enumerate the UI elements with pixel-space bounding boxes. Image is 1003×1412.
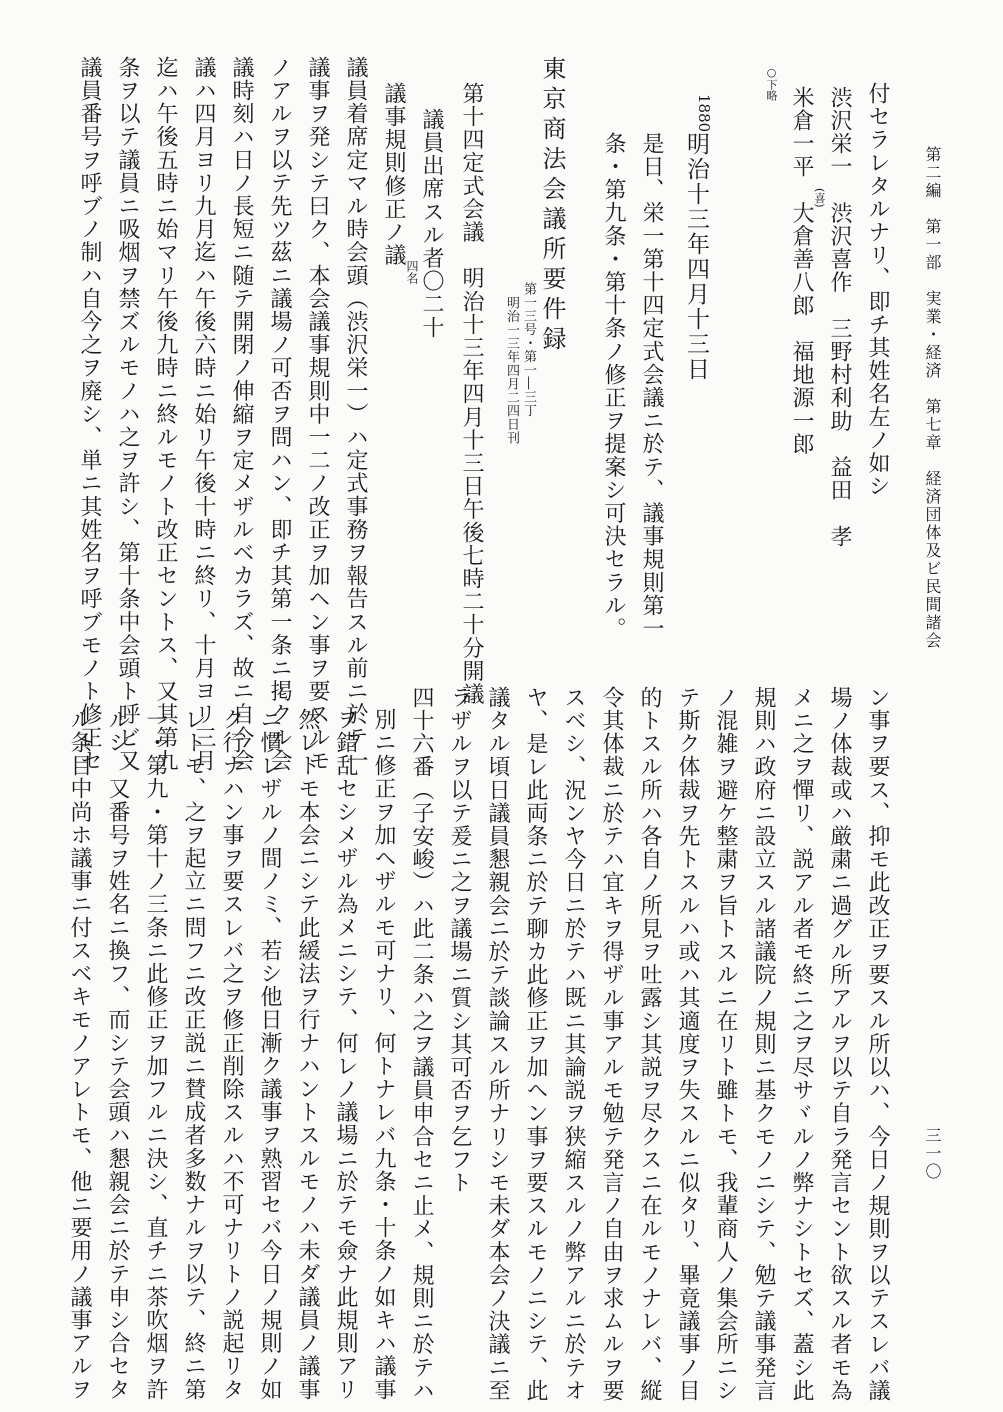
body-line: 議事ヲ発シテ曰ク、本会議事規則中一二ノ改正ヲ加ヘン事ヲ要スルモ <box>305 56 330 773</box>
body-line: テ斯ク体裁ヲ先トスルハ或ハ其適度ヲ失スルニ似タリ、畢竟議事ノ目 <box>675 686 700 1403</box>
page-number: 三一〇 <box>923 1127 942 1181</box>
attendance-sub: 四名 <box>405 260 419 284</box>
body-line: レトモ、之ヲ起立ニ問フニ改正説ニ賛成者多数ナルヲ以テ、終ニ第 <box>181 708 206 1401</box>
body-line: 別ニ修正ヲ加ヘザルモ可ナリ、何トナレバ九条・十条ノ如キハ議事 <box>371 708 396 1401</box>
summary-line-1: 是日、栄一第十四定式会議ニ於テ、議事規則第一 <box>639 132 664 641</box>
names-line-1: 渋沢栄一 渋沢喜作 三野村利助 益田 孝 <box>827 86 852 548</box>
body-line: ノアルヲ以テ先ツ茲ニ議場ノ可否ヲ問ハン、即チ其第一条ニ掲クル会 <box>267 56 292 773</box>
source-note-1: 第一三号・第一―三丁 <box>521 282 536 417</box>
running-head: 第二編 第一部 実業・経済 第七章 経済団体及ビ民間諸会 <box>923 146 942 650</box>
western-year: 1880 <box>695 94 713 133</box>
body-line: スベシ、況ンヤ今日ニ於テハ既ニ其論説ヲ狭縮スルノ弊アルニ於テオ <box>561 686 586 1403</box>
body-line: メニ之ヲ憚リ、説アル者モ終ニ之ヲ尽サヾルノ弊ナシトセズ、蓋シ此 <box>789 686 814 1403</box>
body-line: 議ハ四月ヨリ九月迄ハ午後六時ニ始リ午後十時ニ終リ、十月ヨリ三月 <box>191 56 216 773</box>
body-line: ヤ、是レ此両条ニ於テ聊カ此修正ヲ加ヘン事ヲ要スルモノニシテ、此 <box>523 686 548 1403</box>
body-line: 四十六番（子安峻）ハ此二条ハ之ヲ議員申合セニ止メ、規則ニ於テハ <box>409 686 434 1403</box>
body-line: 条ヲ以テ議員ニ吸烟ヲ禁ズルモノハ之ヲ許シ、第十条中会頭ト呼ビ又 <box>115 56 140 773</box>
text-line: 付セラレタルナリ、即チ其姓名左ノ如シ <box>865 82 890 498</box>
body-line: ルシ、又番号ヲ姓名ニ換フ、而シテ会頭ハ懇親会ニ於テ申シ合セタ <box>105 708 130 1401</box>
body-line: ル条目中尚ホ議事ニ付スベキモノアレトモ、他ニ要用ノ議事アルヲ <box>67 708 92 1401</box>
body-line: ク行ナハン事ヲ要スレバ之ヲ修正削除スルハ不可ナリトノ説起リタ <box>219 708 244 1401</box>
body-line: 議員着席定マル時会頭（渋沢栄一）ハ定式事務ヲ報告スル前ニ於テ一 <box>343 56 368 773</box>
agenda-heading: 議事規則修正ノ議 <box>381 82 406 267</box>
body-line: 然レトモ本会ニシテ此緩法ヲ行ナハントスルモノハ未ダ議員ノ議事 <box>295 708 320 1401</box>
names-line-2: 米倉一平 大倉善八郎 福地源一郎 <box>789 86 814 456</box>
entry-date: 明治十三年四月十三日 <box>683 132 709 382</box>
body-line: 議タル頃日議員懇親会ニ於テ談論スル所ナリシモ未ダ本会ノ決議ニ至 <box>485 686 510 1403</box>
meeting-heading: 第十四定式会議 明治十三年四月十三日午後七時二十分開議 <box>459 82 484 706</box>
body-line: 議時刻ハ日ノ長短ニ随テ開閉ノ伸縮ヲ定メザルベカラズ、故ニ自今会 <box>229 56 254 773</box>
omitted-note: ○下略 <box>765 66 778 101</box>
body-line: 的トスル所ハ各自ノ所見ヲ吐露シ其説ヲ尽クスニ在ルモノナレバ、縦 <box>637 686 662 1403</box>
body-line: 迄ハ午後五時ニ始マリ午後九時ニ終ルモノト改正セントス、又其第九 <box>153 56 178 773</box>
source-title: 東京商法会議所要件録 <box>538 56 566 356</box>
body-line: ラザルヲ以テ爰ニ之ヲ議場ニ質シ其可否ヲ乞フト <box>447 686 472 1195</box>
source-note-2: 明治一三年四月二四日刊 <box>504 296 519 445</box>
summary-line-2: 条・第九条・第十条ノ修正ヲ提案シ可決セラル。 <box>601 132 626 641</box>
body-line: ン事ヲ要ス、抑モ此改正ヲ要スル所以ハ、今日ノ規則ヲ以テスレバ議 <box>865 686 890 1403</box>
body-line: ニ慣レザルノ間ノミ、若シ他日漸ク議事ヲ熟習セバ今日ノ規則ノ如 <box>257 708 282 1401</box>
attendance: 議員出席スル者〇二十 <box>419 108 444 339</box>
body-line: 議員番号ヲ呼ブノ制ハ自今之ヲ廃シ、単ニ其姓名ヲ呼ブモノト修正セ <box>77 56 102 773</box>
body-line: ノ混雑ヲ避ケ整粛ヲ旨トスルニ在リト雖トモ、我輩商人ノ集会所ニシ <box>713 686 738 1403</box>
body-line: 規則ハ政府ニ設立スル諸議院ノ規則ニ基クモノニシテ、勉テ議事発言 <box>751 686 776 1403</box>
body-line: 令其体裁ニ於テハ宜キヲ得ザル事アルモ勉テ発言ノ自由ヲ求ムルヲ要 <box>599 686 624 1403</box>
names-annotation: (喜) <box>813 188 826 208</box>
body-line: 一・第九・第十ノ三条ニ此修正ヲ加フルニ決シ、直チニ茶吹烟ヲ許 <box>143 708 168 1401</box>
body-line: ヲ錯乱セシメザル為メニシテ、何レノ議場ニ於テモ僉ナ此規則アリ <box>333 708 358 1401</box>
body-line: 場ノ体裁或ハ厳粛ニ過グル所アルヲ以テ自ラ発言セント欲スル者モ為 <box>827 686 852 1403</box>
